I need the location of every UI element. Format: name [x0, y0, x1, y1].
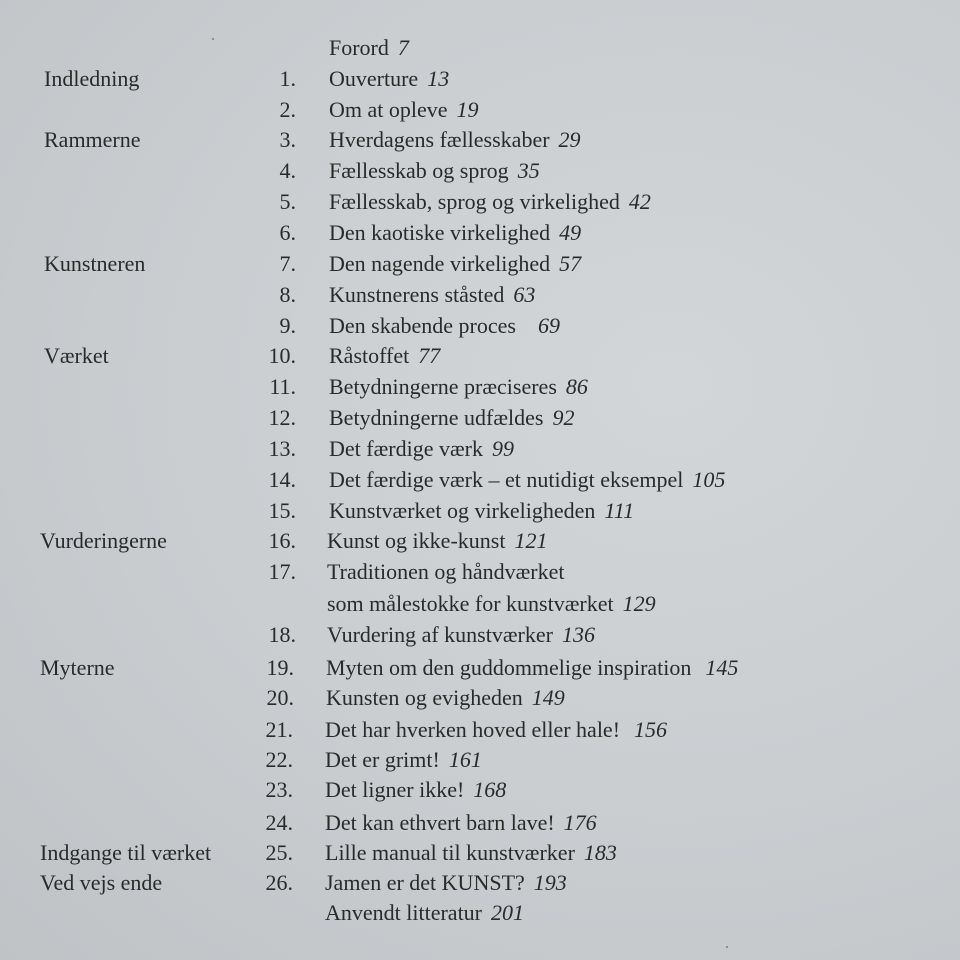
toc-row	[0, 311, 960, 341]
toc-chapter-number: 15.	[268, 498, 296, 523]
toc-page-number: 99	[491, 436, 514, 461]
toc-row	[0, 808, 960, 838]
toc-entry-title: Jamen er det KUNST? 193	[325, 870, 567, 895]
toc-page-number: 176	[563, 810, 597, 835]
toc-chapter-number: 4.	[279, 158, 296, 183]
toc-row	[0, 218, 960, 248]
toc-section-label: Ved vejs ende	[40, 870, 163, 895]
toc-chapter-number: 6.	[279, 220, 296, 245]
toc-page-number: 19	[456, 97, 479, 122]
toc-chapter-number: 24.	[265, 810, 293, 835]
toc-chapter-number: 9.	[279, 313, 296, 338]
toc-entry-title: Betydningerne udfældes 92	[329, 405, 575, 430]
toc-entry-title: Hverdagens fællesskaber 29	[329, 127, 581, 152]
toc-page-number: 63	[513, 282, 536, 307]
toc-row-continuation	[0, 589, 960, 619]
toc-page-number: 201	[491, 900, 525, 925]
toc-front-row	[0, 33, 960, 63]
toc-page-number: 121	[514, 528, 548, 553]
toc-chapter-number: 7.	[279, 251, 296, 276]
toc-page-number: 183	[583, 840, 617, 865]
toc-row	[0, 434, 960, 464]
toc-entry-title: som målestokke for kunstværket 129	[327, 591, 656, 616]
toc-row	[0, 715, 960, 745]
toc-row	[0, 341, 960, 371]
toc-chapter-number: 14.	[268, 467, 296, 492]
toc-page-number: 35	[517, 158, 540, 183]
toc-entry-title: Vurdering af kunstværker 136	[327, 622, 595, 647]
toc-chapter-number: 21.	[265, 717, 293, 742]
toc-chapter-number: 5.	[279, 189, 296, 214]
toc-entry-title: Anvendt litteratur 201	[325, 900, 525, 925]
toc-page-number: 86	[565, 374, 588, 399]
toc-chapter-number: 2.	[279, 97, 296, 122]
toc-chapter-number: 26.	[265, 870, 293, 895]
toc-entry-title: Det færdige værk 99	[329, 436, 514, 461]
toc-row	[0, 557, 960, 587]
toc-entry-title: Om at opleve 19	[329, 97, 479, 122]
toc-section-label: Værket	[44, 343, 109, 368]
toc-page-number: 193	[533, 870, 567, 895]
toc-row	[0, 496, 960, 526]
paper-speck	[726, 946, 728, 948]
toc-section-label: Indledning	[44, 66, 140, 91]
toc-entry-title: Kunstnerens ståsted 63	[329, 282, 536, 307]
toc-page-number: 149	[531, 685, 565, 710]
toc-entry-title: Den nagende virkelighed 57	[329, 251, 582, 276]
toc-row	[0, 653, 960, 683]
toc-row	[0, 683, 960, 713]
toc-entry-title: Fællesskab og sprog 35	[329, 158, 540, 183]
toc-entry-title: Det er grimt! 161	[325, 747, 482, 772]
toc-page-number: 129	[622, 591, 656, 616]
toc-chapter-number: 23.	[265, 777, 293, 802]
toc-section-label: Rammerne	[44, 127, 141, 152]
toc-page-number: 49	[559, 220, 582, 245]
toc-section-label: Myterne	[40, 655, 115, 680]
toc-chapter-number: 8.	[279, 282, 296, 307]
toc-page-number: 145	[705, 655, 739, 680]
toc-entry-title: Den skabende proces 69	[329, 313, 560, 338]
toc-chapter-number: 3.	[279, 127, 296, 152]
toc-row	[0, 403, 960, 433]
toc-chapter-number: 10.	[268, 343, 296, 368]
toc-row	[0, 125, 960, 155]
toc-row	[0, 280, 960, 310]
toc-row	[0, 95, 960, 125]
toc-chapter-number: 16.	[268, 528, 296, 553]
toc-row	[0, 465, 960, 495]
toc-entry-title: Kunsten og evigheden 149	[326, 685, 565, 710]
toc-page-number: 156	[634, 717, 668, 742]
toc-page-number: 168	[473, 777, 507, 802]
toc-section-label: Vurderingerne	[40, 528, 167, 553]
toc-page-number: 69	[537, 313, 560, 338]
toc-page-number: 92	[552, 405, 575, 430]
toc-page-number: 161	[448, 747, 482, 772]
toc-chapter-number: 19.	[266, 655, 294, 680]
toc-entry-title: Traditionen og håndværket	[327, 559, 565, 584]
toc-section-label: Kunstneren	[44, 251, 146, 276]
toc-row	[0, 838, 960, 868]
toc-entry-title: Kunstværket og virkeligheden 111	[329, 498, 635, 523]
toc-row	[0, 372, 960, 402]
toc-back-row	[0, 898, 960, 928]
toc-row	[0, 745, 960, 775]
toc-page-number: 105	[692, 467, 726, 492]
toc-entry-title: Det har hverken hoved eller hale! 156	[325, 717, 668, 742]
toc-section-label: Indgange til værket	[40, 840, 212, 865]
toc-chapter-number: 13.	[268, 436, 296, 461]
toc-row	[0, 526, 960, 556]
toc-entry-title: Fællesskab, sprog og virkelighed 42	[329, 189, 651, 214]
toc-row	[0, 249, 960, 279]
toc-chapter-number: 20.	[266, 685, 294, 710]
toc-chapter-number: 25.	[265, 840, 293, 865]
toc-entry-title: Betydningerne præciseres 86	[329, 374, 588, 399]
toc-page-number: 7	[397, 35, 409, 60]
toc-entry-title: Kunst og ikke-kunst 121	[327, 528, 548, 553]
toc-row	[0, 64, 960, 94]
toc-entry-title: Det færdige værk – et nutidigt eksempel 105	[329, 467, 726, 492]
toc-chapter-number: 22.	[265, 747, 293, 772]
toc-chapter-number: 18.	[268, 622, 296, 647]
toc-page-number: 136	[561, 622, 595, 647]
toc-row	[0, 156, 960, 186]
toc-page-number: 77	[418, 343, 441, 368]
toc-row	[0, 775, 960, 805]
toc-row	[0, 868, 960, 898]
toc-entry-title: Myten om den guddommelige inspiration 145	[326, 655, 739, 680]
toc-page-number: 29	[558, 127, 581, 152]
toc-page-number: 42	[628, 189, 651, 214]
toc-row	[0, 620, 960, 650]
toc-entry-title: Ouverture 13	[329, 66, 450, 91]
toc-chapter-number: 12.	[268, 405, 296, 430]
toc-page-number: 111	[604, 498, 635, 523]
toc-entry-title: Det ligner ikke! 168	[325, 777, 507, 802]
toc-entry-title: Den kaotiske virkelighed 49	[329, 220, 582, 245]
toc-row	[0, 187, 960, 217]
toc-chapter-number: 11.	[269, 374, 296, 399]
toc-chapter-number: 17.	[268, 559, 296, 584]
toc-entry-title: Lille manual til kunstværker 183	[325, 840, 617, 865]
toc-chapter-number: 1.	[279, 66, 296, 91]
toc-entry-title: Det kan ethvert barn lave! 176	[325, 810, 597, 835]
toc-entry-title: Råstoffet 77	[329, 343, 441, 368]
toc-page-number: 13	[427, 66, 450, 91]
toc-page-number: 57	[559, 251, 582, 276]
toc-entry-title: Forord 7	[329, 35, 409, 60]
